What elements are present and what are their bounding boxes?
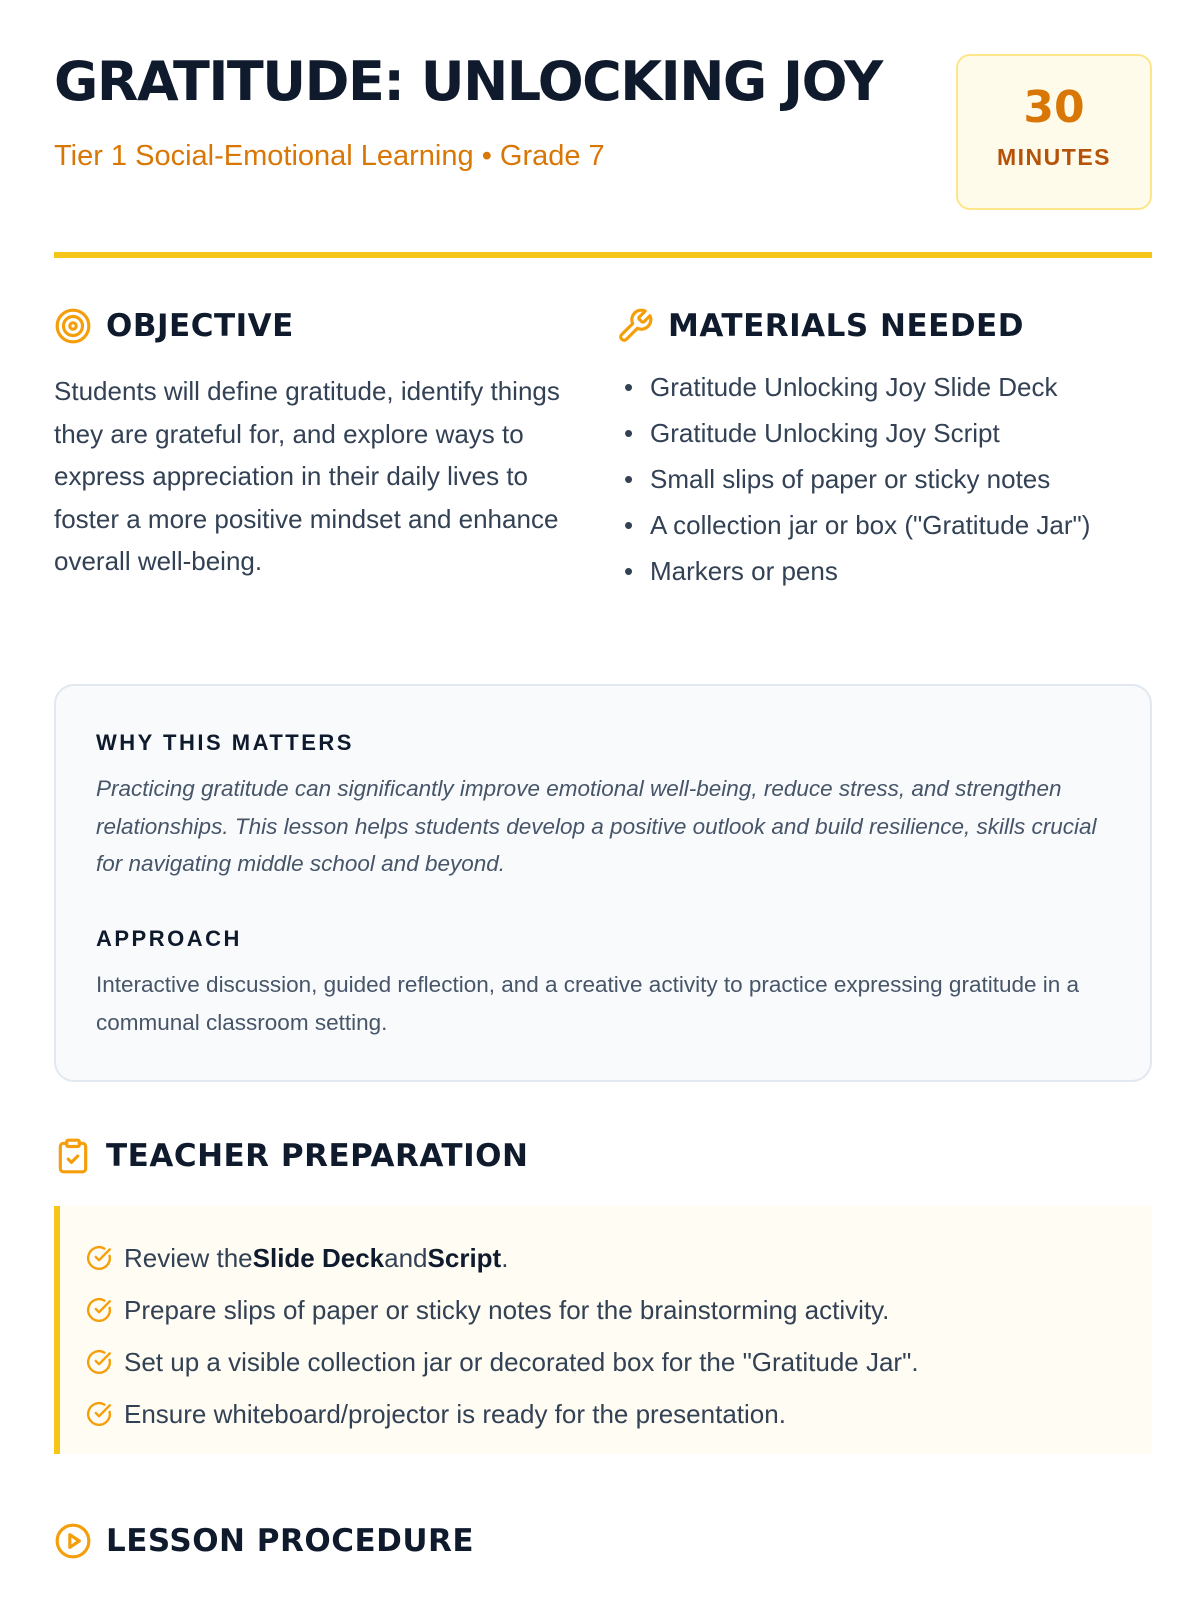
checklist-item [86, 1388, 919, 1440]
prep-heading [54, 1137, 528, 1175]
clipboard-check-icon [54, 1137, 92, 1175]
checklist-item [86, 1336, 919, 1388]
duration-unit: MINUTES [997, 144, 1111, 170]
procedure-heading [54, 1522, 474, 1560]
prep-checklist [54, 1206, 1152, 1454]
check-circle-icon [86, 1297, 112, 1323]
list-item: • Small slips of paper or sticky notes [620, 460, 1140, 499]
checklist-item [86, 1232, 919, 1284]
why-heading: WHY THIS MATTERS [96, 730, 354, 755]
page-subtitle: Tier 1 Social-Emotional Learning • Grade 7 [54, 140, 605, 172]
list-item: • Markers or pens [620, 552, 1140, 591]
approach-heading: APPROACH [96, 926, 242, 951]
checklist-text: Ensure whiteboard/projector is ready for the presentation. [124, 1398, 786, 1429]
duration-value: 30 [1023, 82, 1085, 133]
play-circle-icon [54, 1522, 92, 1560]
procedure-title: LESSON PROCEDURE [106, 1523, 475, 1559]
page-title: GRATITUDE: UNLOCKING JOY [54, 50, 882, 113]
objective-title: OBJECTIVE [106, 308, 294, 344]
checklist-text: Set up a visible collection jar or decorated box for the "Gratitude Jar". [124, 1346, 919, 1377]
lesson-plan [54, 0, 1152, 1559]
checklist-text: Prepare slips of paper or sticky notes for the brainstorming activity. [124, 1294, 890, 1325]
lesson-header [54, 0, 1152, 258]
check-circle-icon [86, 1349, 112, 1375]
check-circle-icon [86, 1401, 112, 1427]
list-item: • Gratitude Unlocking Joy Slide Deck [620, 368, 1140, 407]
objective-heading [54, 307, 294, 345]
list-item: • A collection jar or box ("Gratitude Jar") [620, 506, 1140, 545]
rationale-card [54, 684, 1152, 1082]
approach-text: Interactive discussion, guided reflection, and a creative activity to practice expressing gratitude in a communal classroom setting. [96, 972, 1080, 1035]
materials-list [620, 368, 1140, 598]
checklist-text: Review theSlide DeckandScript. [124, 1242, 509, 1273]
check-circle-icon [86, 1245, 112, 1271]
materials-heading [616, 307, 1024, 345]
checklist-item [86, 1284, 919, 1336]
prep-title: TEACHER PREPARATION [106, 1138, 529, 1174]
duration-badge [956, 54, 1152, 210]
list-item: • Gratitude Unlocking Joy Script [620, 414, 1140, 453]
materials-title: MATERIALS NEEDED [668, 308, 1024, 344]
why-text: Practicing gratitude can significantly improve emotional well-being, reduce stress, and strengthen relationships. This lesson helps students develop a positive outlook and build resilience, skills crucial for navigating middle school and beyond. [96, 776, 1097, 876]
objective-text: Students will define gratitude, identify things they are grateful for, and explore ways to express appreciation in their daily lives to foster a more positive mindset and enhance overall well-being. [54, 376, 560, 576]
target-icon [54, 307, 92, 345]
wrench-icon [616, 307, 654, 345]
